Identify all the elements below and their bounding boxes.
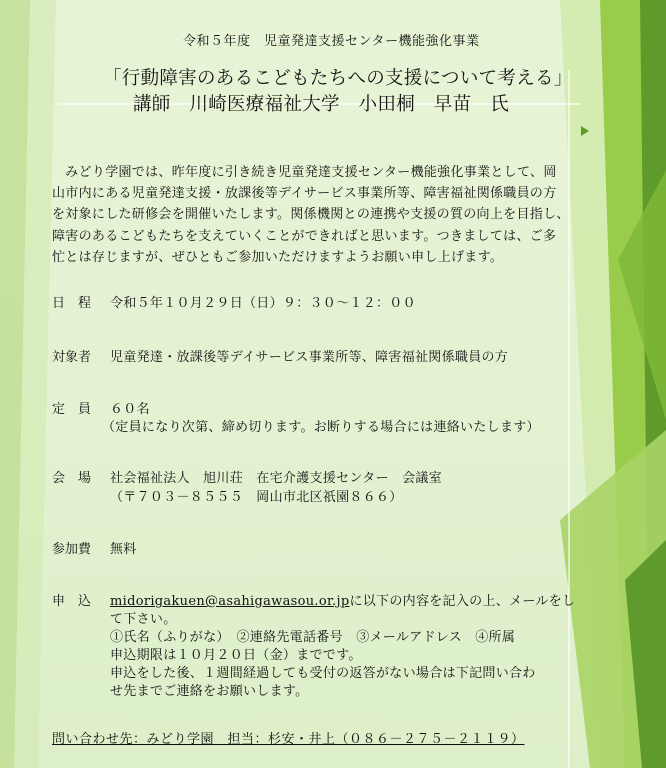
fee-value: 無料	[110, 542, 137, 557]
intro-line: 障害のあるこどもたちを支えていくことができればと思います。つきましては、ご多	[52, 228, 557, 244]
email-link[interactable]: midorigakuen@asahigawasou.or.jp	[110, 594, 350, 609]
apply-first-line-suffix: に以下の内容を記入の上、メールをし	[349, 594, 576, 609]
seminar-title: 「行動障害のあるこどもたちへの支援について考える」	[103, 68, 573, 89]
venue-value: 社会福祉法人 旭川荘 在宅介護支援センター 会議室	[110, 471, 442, 486]
intro-line: 山市内にある児童発達支援・放課後等デイサービス事業所等、障害福祉関係職員の方	[52, 186, 557, 202]
contact-info: 問い合わせ先：みどり学園 担当：杉安・井上（０８６－２７５－２１１９）	[52, 732, 525, 747]
intro-line: を対象にした研修会を開催いたします。関係機関との連携や支援の質の向上を目指し、	[52, 207, 570, 223]
apply-line: 申込期限は１０月２０日（金）までです。	[110, 648, 362, 663]
lecturer: 講師 川崎医療福祉大学 小田桐 早苗 氏	[133, 94, 510, 115]
intro-paragraph	[52, 162, 642, 268]
program-name: 令和５年度 児童発達支援センター機能強化事業	[183, 34, 480, 49]
venue-address: （〒７０３－８５５５ 岡山市北区祇園８６６）	[110, 490, 403, 505]
intro-line: 忙とは存じますが、ぜひともご参加いただけますようお願い申し上げます。	[52, 249, 504, 265]
apply-line: 申込をした後、１週間経過しても受付の返答がない場合は下記問い合わ	[110, 666, 536, 681]
apply-line: て下さい。	[110, 612, 177, 627]
apply-line: せ先までご連絡をお願いします。	[110, 684, 309, 699]
fee-label: 参加費	[52, 542, 92, 557]
intro-line: みどり学園では、昨年度に引き続き児童発達支援センター機能強化事業として、岡	[52, 165, 557, 180]
date-value: 令和５年１０月２９日（日）９：３０～１２：００	[110, 296, 416, 311]
venue-label: 会 場	[52, 471, 92, 486]
target-value: 児童発達・放課後等デイサービス事業所等、障害福祉関係職員の方	[110, 350, 509, 365]
target-label: 対象者	[52, 350, 92, 365]
date-label: 日 程	[52, 296, 92, 311]
capacity-note: （定員になり次第、締め切ります。お断りする場合には連絡いたします）	[102, 420, 540, 435]
capacity-value: ６０名	[110, 402, 150, 417]
apply-label: 申 込	[52, 594, 92, 609]
capacity-label: 定 員	[52, 402, 92, 417]
apply-line: ①氏名（ふりがな） ②連絡先電話番号 ③メールアドレス ④所属	[110, 630, 516, 645]
apply-first-line	[110, 590, 575, 609]
